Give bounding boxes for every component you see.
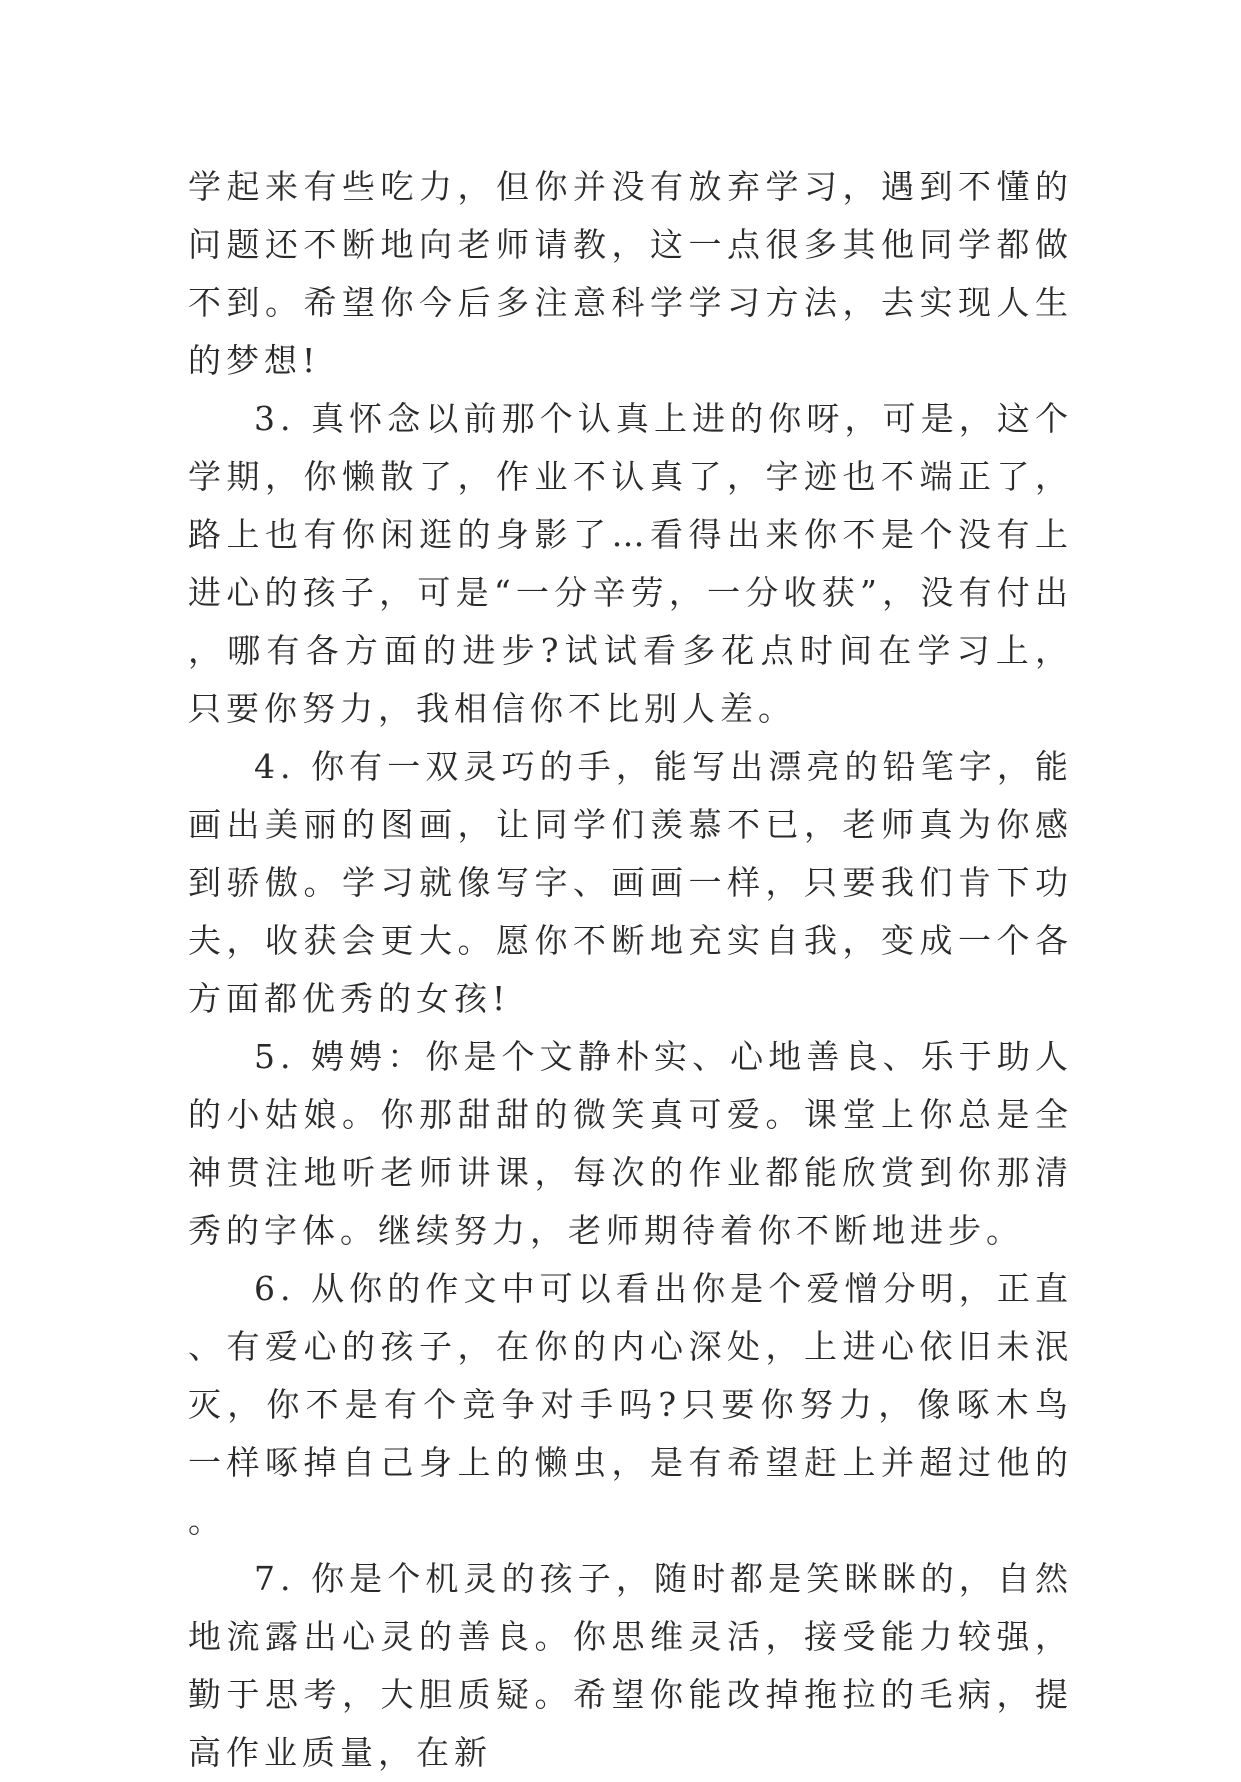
paragraph-comment-5: 5. 娉娉：你是个文静朴实、心地善良、乐于助人的小姑娘。你那甜甜的微笑真可爱。课堂上你总是全神贯注地听老师讲课，每次的作业都能欣赏到你那清秀的字体。继续努力，老师期待着你不断地进步。: [188, 1037, 1073, 1250]
paragraph-continuation: 学起来有些吃力，但你并没有放弃学习，遇到不懂的问题还不断地向老师请教，这一点很多其他同学都做不到。希望你今后多注意科学学习方法，去实现人生的梦想!: [188, 167, 1073, 380]
paragraph-comment-6: 6. 从你的作文中可以看出你是个爱憎分明，正直、有爱心的孩子，在你的内心深处，上进心依旧未泯灭，你不是有个竞争对手吗?只要你努力，像啄木鸟一样啄掉自己身上的懒虫，是有希望赶上并超过他的。: [188, 1269, 1073, 1540]
paragraph-comment-3: 3. 真怀念以前那个认真上进的你呀，可是，这个学期，你懒散了，作业不认真了，字迹也不端正了，路上也有你闲逛的身影了…看得出来你不是个没有上进心的孩子，可是“一分辛劳，一分收获”，没有付出，哪有各方面的进步?试试看多花点时间在学习上，只要你努力，我相信你不比别人差。: [188, 399, 1073, 728]
paragraph-comment-7: 7. 你是个机灵的孩子，随时都是笑眯眯的，自然地流露出心灵的善良。你思维灵活，接受能力较强，勤于思考，大胆质疑。希望你能改掉拖拉的毛病，提高作业质量，在新: [188, 1559, 1073, 1772]
paragraph-comment-4: 4. 你有一双灵巧的手，能写出漂亮的铅笔字，能画出美丽的图画，让同学们羡慕不已，老师真为你感到骄傲。学习就像写字、画画一样，只要我们肯下功夫，收获会更大。愿你不断地充实自我，变成一个各方面都优秀的女孩!: [188, 747, 1073, 1018]
document-body: [188, 158, 1073, 1782]
